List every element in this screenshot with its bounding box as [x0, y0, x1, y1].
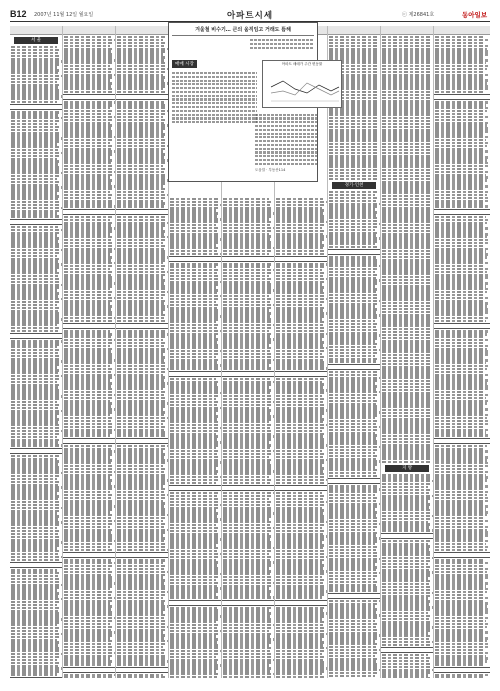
district-divider — [10, 104, 62, 110]
column-header — [10, 26, 62, 35]
listing-column — [63, 26, 116, 678]
article-badge: 매매 시장 — [172, 60, 197, 68]
price-change-chart — [262, 60, 342, 108]
district-divider — [10, 677, 62, 678]
district-divider — [116, 552, 168, 558]
district-divider — [169, 371, 221, 377]
district-divider — [169, 600, 221, 606]
district-divider — [328, 364, 380, 370]
district-divider — [222, 371, 274, 377]
listing-column — [116, 26, 169, 678]
district-divider — [10, 333, 62, 339]
newspaper-logo: 동아일보 — [462, 11, 488, 19]
region-label: 지 방 — [385, 465, 429, 472]
district-divider — [222, 600, 274, 606]
district-divider — [63, 667, 115, 673]
district-divider — [222, 485, 274, 491]
column-header — [63, 26, 115, 35]
region-label: 경기·인천 — [332, 182, 376, 189]
district-divider — [63, 94, 115, 100]
district-divider — [434, 323, 490, 329]
district-divider — [434, 438, 490, 444]
article-byline: 도움말 · 부동산114 — [255, 167, 286, 172]
column-header — [328, 26, 380, 35]
district-divider — [381, 533, 433, 539]
district-divider — [10, 448, 62, 454]
district-divider — [116, 323, 168, 329]
district-divider — [275, 600, 327, 606]
district-divider — [169, 485, 221, 491]
district-divider — [434, 552, 490, 558]
column-header — [434, 26, 490, 35]
district-divider — [328, 249, 380, 255]
district-divider — [63, 323, 115, 329]
publish-date: 2007년 11월 12일 월요일 — [34, 12, 94, 18]
district-divider — [275, 371, 327, 377]
listing-column — [434, 26, 490, 678]
district-divider — [434, 94, 490, 100]
district-divider — [328, 478, 380, 484]
district-divider — [10, 562, 62, 568]
district-divider — [116, 667, 168, 673]
district-divider — [116, 94, 168, 100]
district-divider — [434, 667, 490, 673]
chart-plot — [263, 67, 343, 107]
district-divider — [63, 209, 115, 215]
district-divider — [63, 438, 115, 444]
section-title: 아파트시세 — [226, 11, 274, 21]
article-headline: 겨울철 비수기… 큰의 움직임고 거래도 뜸해 — [172, 26, 314, 36]
column-header — [116, 26, 168, 35]
district-divider — [434, 209, 490, 215]
district-divider — [381, 647, 433, 653]
column-header — [381, 26, 433, 35]
page-header — [10, 8, 490, 22]
district-divider — [222, 256, 274, 262]
district-divider — [169, 256, 221, 262]
article-side-text — [255, 112, 317, 173]
district-divider — [275, 485, 327, 491]
district-divider — [116, 209, 168, 215]
district-divider — [328, 593, 380, 599]
chart-line-b — [271, 83, 339, 95]
issue-number: ⓒ 제26841호 — [402, 12, 435, 18]
region-label: 서 울 — [14, 37, 58, 44]
district-divider — [10, 219, 62, 225]
page-number: B12 — [10, 9, 27, 19]
chart-title: 아파트 매매가 주간 변동률 — [281, 62, 323, 66]
listing-column — [381, 26, 434, 678]
listing-column — [328, 26, 381, 678]
district-divider — [116, 438, 168, 444]
district-divider — [275, 256, 327, 262]
district-divider — [63, 552, 115, 558]
listing-column — [10, 26, 63, 678]
